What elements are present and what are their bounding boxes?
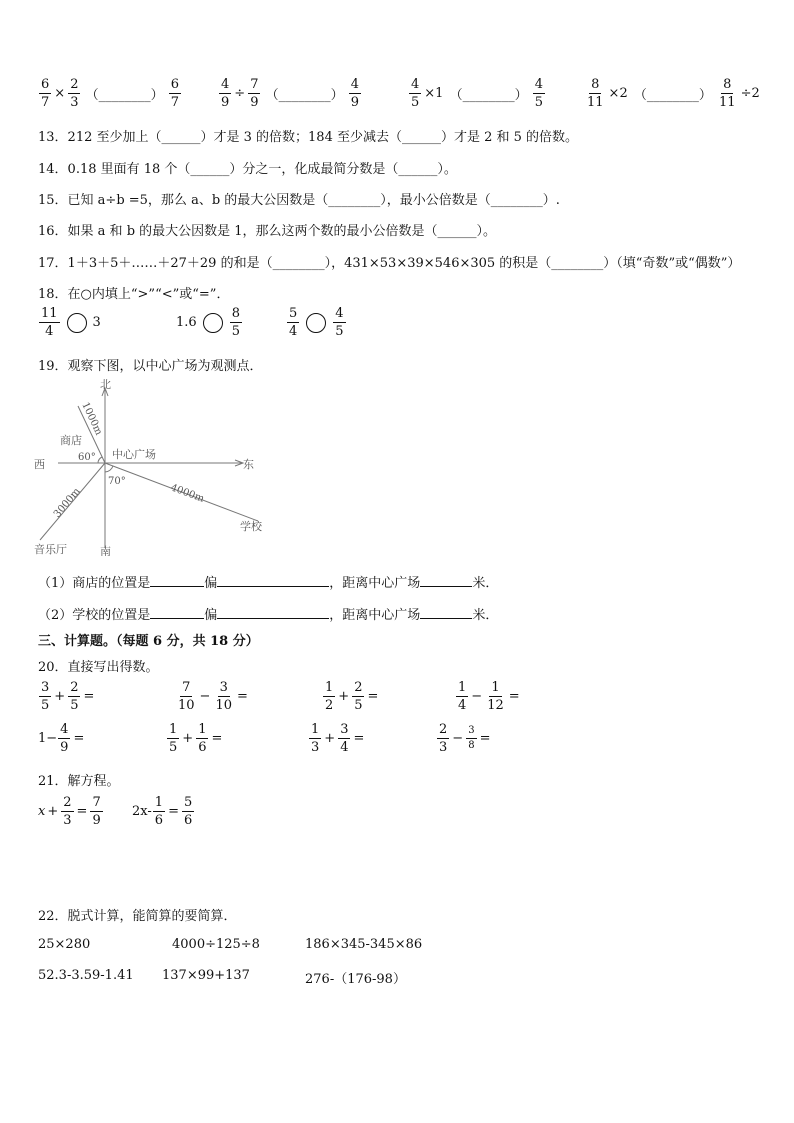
hall-label: 音乐厅 — [34, 543, 67, 556]
q12-item-c: $\frac{4}{5}$ ×1 （________） $\frac{4}{5}$ — [411, 77, 544, 110]
compare-circle[interactable] — [203, 313, 223, 333]
shop-distance-label: 1000m — [79, 400, 105, 437]
answer-blank[interactable]: （________） — [449, 88, 528, 103]
question-16: 16．如果 a 和 b 的最大公因数是 1，那么这两个数的最小公倍数是（______）。 — [38, 224, 497, 239]
answer-blank[interactable] — [150, 606, 204, 619]
q18-item-2: 1.6 $\frac{8}{5}$ — [176, 306, 240, 339]
q21-equation-1: x + $\frac{2}{3}$ = $\frac{7}{9}$ — [38, 795, 101, 828]
compare-circle[interactable] — [306, 313, 326, 333]
q19-sub-2: （2）学校的位置是 偏 ，距离中心广场 米． — [38, 608, 499, 623]
q12-item-a: $\frac{6}{7}$ × $\frac{2}{3}$ （________） $\frac{6}{7}$ — [41, 77, 180, 110]
school-distance-label: 4000m — [168, 482, 206, 505]
q19-sub-1: （1）商店的位置是 偏 ，距离中心广场 米． — [38, 576, 499, 591]
q20-item: $\frac{1}{3}$ + $\frac{3}{4}$ = — [311, 722, 365, 755]
shop-label: 商店 — [60, 434, 82, 447]
question-19-stem: 19．观察下图，以中心广场为观测点． — [38, 359, 263, 374]
answer-blank[interactable]: （________） — [85, 88, 164, 103]
answer-blank[interactable] — [217, 574, 329, 587]
east-label: 东 — [243, 458, 254, 471]
question-18-stem: 18．在○内填上“>”“<”或“=”． — [38, 287, 230, 302]
answer-blank[interactable]: （________） — [265, 88, 344, 103]
q21-equation-2: 2x- $\frac{1}{6}$ = $\frac{5}{6}$ — [132, 795, 193, 828]
q22-expr: 276-（176-98） — [305, 972, 406, 987]
q20-item: $\frac{3}{5}$ + $\frac{2}{5}$ = — [41, 680, 95, 713]
hall-distance-label: 3000m — [51, 486, 83, 520]
question-13: 13．212 至少加上（______）才是 3 的倍数；184 至少减去（______）才是 2 和 5 的倍数。 — [38, 130, 579, 145]
answer-blank[interactable] — [420, 574, 472, 587]
answer-blank[interactable] — [420, 606, 472, 619]
question-15: 15．已知 a÷b =5，那么 a、b 的最大公因数是（________），最小公倍数是（________）. — [38, 193, 560, 208]
q22-expr: 52.3-3.59-1.41 — [38, 968, 134, 983]
q20-item: $\frac{7}{10}$ − $\frac{3}{10}$ = — [178, 680, 248, 713]
center-label: 中心广场 — [112, 448, 156, 461]
question-21-stem: 21．解方程。 — [38, 774, 120, 789]
compare-circle[interactable] — [67, 313, 87, 333]
q20-item: 1− $\frac{4}{9}$ = — [38, 722, 85, 755]
north-label: 北 — [100, 378, 111, 391]
q22-expr: 186×345-345×86 — [305, 937, 423, 952]
section-3-heading: 三、计算题。（每题 6 分，共 18 分） — [38, 634, 259, 649]
q22-expr: 4000÷125÷8 — [172, 937, 260, 952]
angle-70-label: 70° — [108, 476, 126, 487]
question-14: 14．0.18 里面有 18 个（______）分之一，化成最简分数是（______）。 — [38, 162, 457, 177]
q12-item-d: $\frac{8}{11}$ ×2 （________） $\frac{8}{11}$ ÷2 — [587, 77, 760, 110]
direction-map — [30, 378, 280, 556]
q20-item: $\frac{2}{3}$ − $\frac{3}{8}$ = — [439, 722, 491, 755]
q20-item: $\frac{1}{2}$ + $\frac{2}{5}$ = — [325, 680, 379, 713]
question-17: 17．1＋3＋5＋……＋27＋29 的和是（________），431×53×39×546×305 的积是（________）（填“奇数”或“偶数”） — [38, 256, 741, 271]
school-label: 学校 — [240, 520, 262, 533]
answer-blank[interactable] — [217, 606, 329, 619]
answer-blank[interactable] — [150, 574, 204, 587]
q22-expr: 137×99+137 — [162, 968, 250, 983]
answer-blank[interactable]: （________） — [633, 88, 712, 103]
south-label: 南 — [100, 545, 111, 556]
q22-expr: 25×280 — [38, 937, 91, 952]
q20-item: $\frac{1}{4}$ − $\frac{1}{12}$ = — [458, 680, 520, 713]
question-22-stem: 22．脱式计算，能简算的要简算． — [38, 909, 237, 924]
q18-item-1: $\frac{11}{4}$ 3 — [41, 306, 101, 339]
question-20-stem: 20．直接写出得数。 — [38, 660, 159, 675]
q20-item: $\frac{1}{5}$ + $\frac{1}{6}$ = — [169, 722, 223, 755]
q18-item-3: $\frac{5}{4}$ $\frac{4}{5}$ — [289, 306, 344, 339]
q12-item-b: $\frac{4}{9}$ ÷ $\frac{7}{9}$ （________） $\frac{4}{9}$ — [221, 77, 360, 110]
angle-60-label: 60° — [78, 452, 96, 463]
west-label: 西 — [34, 458, 45, 471]
fraction: $\frac{6}{7}$ — [41, 77, 50, 110]
